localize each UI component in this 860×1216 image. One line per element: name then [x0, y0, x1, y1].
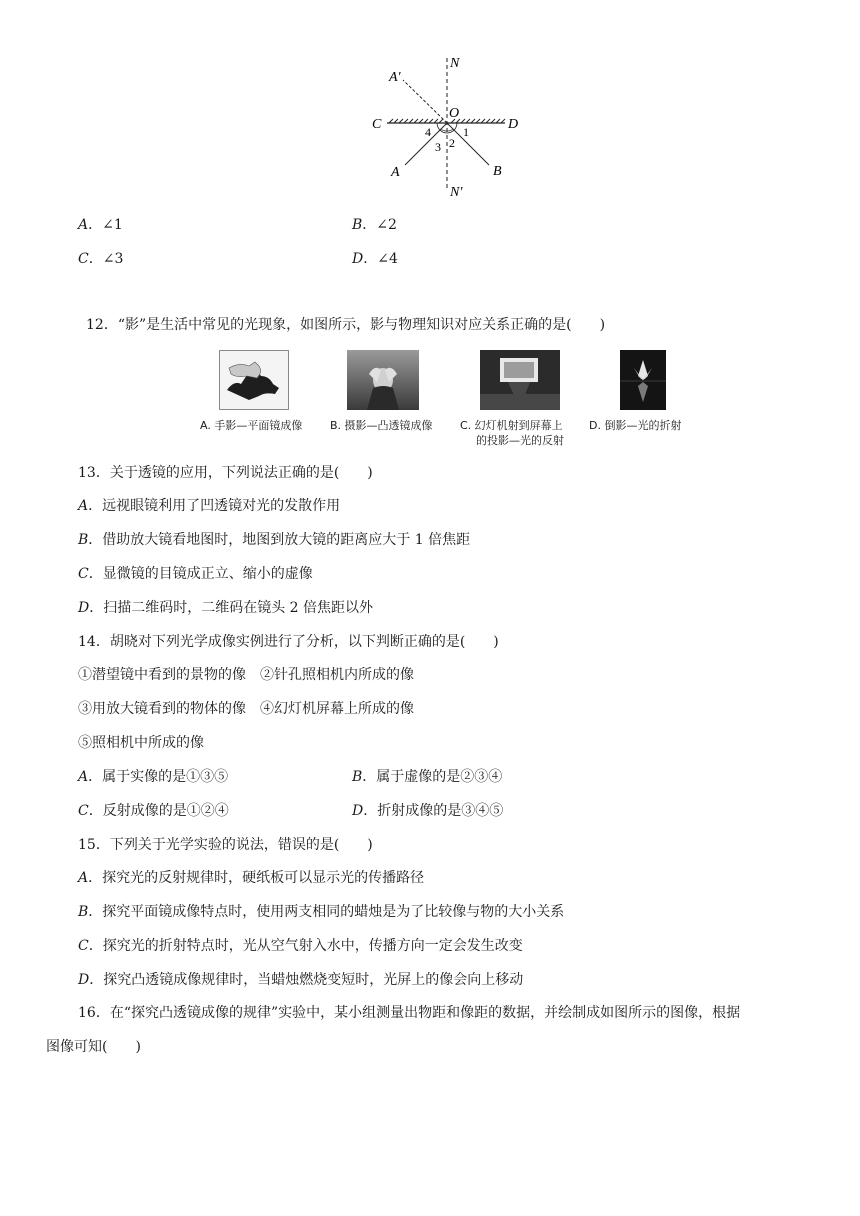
q11-option-a[interactable]: A．∠1	[78, 217, 123, 233]
q13-option-c[interactable]: C．显微镜的目镜成正立、缩小的虚像	[78, 566, 313, 582]
hand-shadow-image	[219, 350, 289, 410]
projector-image	[480, 350, 560, 410]
q11-option-b[interactable]: B．∠2	[352, 217, 397, 233]
reflection-diagram	[365, 50, 535, 200]
q15-stem: 15．下列关于光学实验的说法，错误的是( )	[78, 837, 373, 853]
photography-image	[347, 350, 419, 410]
q11-option-d[interactable]: D．∠4	[352, 251, 398, 267]
q16-stem-line1: 16．在“探究凸透镜成像的规律”实验中，某小组测量出物距和像距的数据，并绘制成如图所示的图像，根据	[78, 1005, 741, 1021]
q14-item-line: ⑤照相机中所成的像	[78, 735, 204, 751]
caption-d: D. 倒影—光的折射	[589, 419, 682, 432]
angle-label-3: 3	[435, 140, 441, 154]
caption-a: A. 手影—平面镜成像	[200, 419, 303, 432]
reflection-image	[620, 350, 666, 410]
q13-option-d[interactable]: D．扫描二维码时，二维码在镜头 2 倍焦距以外	[78, 600, 374, 616]
q15-option-b[interactable]: B．探究平面镜成像特点时，使用两支相同的蜡烛是为了比较像与物的大小关系	[78, 904, 565, 920]
label-C: C	[372, 117, 382, 132]
q13-option-b[interactable]: B．借助放大镜看地图时，地图到放大镜的距离应大于 1 倍焦距	[78, 532, 471, 548]
label-D: D	[508, 117, 519, 132]
q14-stem: 14．胡晓对下列光学成像实例进行了分析，以下判断正确的是( )	[78, 634, 499, 650]
q15-option-d[interactable]: D．探究凸透镜成像规律时，当蜡烛燃烧变短时，光屏上的像会向上移动	[78, 972, 524, 988]
q14-option-d[interactable]: D．折射成像的是③④⑤	[352, 803, 504, 819]
caption-b: B. 摄影—凸透镜成像	[330, 419, 433, 432]
q13-option-a[interactable]: A．远视眼镜利用了凹透镜对光的发散作用	[78, 498, 341, 514]
q13-stem: 13．关于透镜的应用，下列说法正确的是( )	[78, 465, 373, 481]
angle-label-1: 1	[463, 125, 469, 139]
label-N-prime: N′	[450, 185, 463, 200]
angle-label-2: 2	[449, 136, 455, 150]
label-B: B	[493, 164, 502, 179]
caption-c-line1: C. 幻灯机射到屏幕上	[460, 419, 563, 432]
q16-stem-line2: 图像可知( )	[46, 1039, 141, 1055]
label-N: N	[450, 56, 460, 71]
q12-stem: 12．“影”是生活中常见的光现象，如图所示，影与物理知识对应关系正确的是( )	[86, 317, 606, 333]
angle-label-4: 4	[425, 125, 431, 139]
q11-option-c[interactable]: C．∠3	[78, 251, 124, 267]
q14-option-a[interactable]: A．属于实像的是①③⑤	[78, 769, 229, 785]
q14-option-c[interactable]: C．反射成像的是①②④	[78, 803, 229, 819]
q14-item-line: ①潜望镜中看到的景物的像 ②针孔照相机内所成的像	[78, 667, 414, 683]
q14-item-line: ③用放大镜看到的物体的像 ④幻灯机屏幕上所成的像	[78, 701, 414, 717]
label-O: O	[449, 106, 460, 121]
q15-option-c[interactable]: C．探究光的折射特点时，光从空气射入水中，传播方向一定会发生改变	[78, 938, 523, 954]
label-A: A	[391, 165, 400, 180]
caption-c-line2: 的投影—光的反射	[476, 434, 564, 447]
q15-option-a[interactable]: A．探究光的反射规律时，硬纸板可以显示光的传播路径	[78, 870, 425, 886]
label-A-prime: A′	[389, 70, 401, 85]
q14-option-b[interactable]: B．属于虚像的是②③④	[352, 769, 503, 785]
